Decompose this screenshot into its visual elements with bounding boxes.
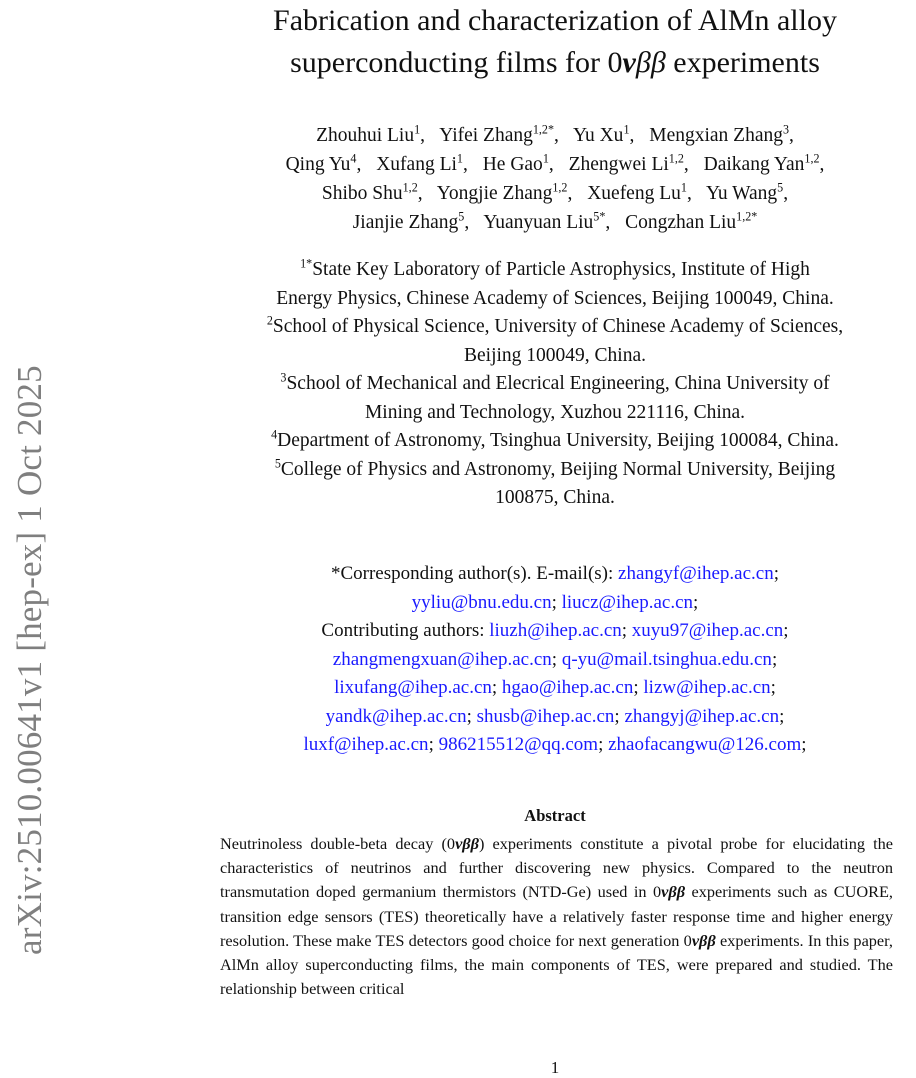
author-line: Shibo Shu$^{1,2}$, Yongjie Zhang$^{1,2}$, Xuefeng Lu$^1$, Yu Wang$^5$, (321, 180, 789, 204)
author: Xufang Li$^1$ (376, 151, 463, 175)
0vbb-symbol: νββ (455, 834, 479, 853)
email-link[interactable]: liucz@ihep.ac.cn (561, 591, 694, 613)
affiliation-list (190, 256, 916, 513)
author: Yuanyuan Liu$^{5*}$ (483, 209, 606, 233)
affiliation: $^{1*}$State Key Laboratory of Particle Astrophysics, Institute of High Energy Physics, Chinese Academy of Sciences, Beijing 100049, China. (276, 256, 834, 309)
author: Yifei Zhang$^{1,2*}$ (439, 122, 555, 146)
author: Mengxian Zhang$^3$ (649, 122, 790, 146)
email-line: zhangmengxuan@ihep.ac.cn; q-yu@mail.tsinghua.edu.cn; (332, 648, 778, 670)
corresponding-label: *Corresponding author(s). E-mail(s): (330, 563, 614, 584)
author: Xuefeng Lu$^1$ (587, 180, 687, 204)
email-link[interactable]: yyliu@bnu.edu.cn (411, 591, 552, 613)
author-line: Qing Yu$^4$, Xufang Li$^1$, He Gao$^1$, Zhengwei Li$^{1,2}$, Daikang Yan$^{1,2}$, (285, 151, 825, 175)
author-line: Jianjie Zhang$^5$, Yuanyuan Liu$^{5*}$, Congzhan Liu$^{1,2*}$ (352, 209, 758, 233)
title-text: experiments (665, 46, 820, 79)
author-list (190, 121, 916, 237)
email-link[interactable]: lizw@ihep.ac.cn (643, 677, 771, 698)
title-line-1: Fabrication and characterization of AlMn alloy (273, 4, 837, 37)
email-link[interactable]: zhangmengxuan@ihep.ac.cn (332, 648, 552, 670)
email-link[interactable]: 986215512@qq.com (438, 734, 599, 755)
0vbb-symbol: νββ (661, 882, 686, 902)
affiliation: $^2$School of Physical Science, University of Chinese Academy of Sciences, Beijing 100049, China. (266, 313, 844, 366)
nu-symbol: ν (622, 46, 636, 79)
affiliation: $^4$Department of Astronomy, Tsinghua University, Beijing 100084, China. (271, 427, 839, 451)
author: Jianjie Zhang$^5$ (352, 209, 465, 233)
0vbb-symbol: νββ (691, 930, 716, 950)
email-line: lixufang@ihep.ac.cn; hgao@ihep.ac.cn; lizw@ihep.ac.cn; (334, 677, 776, 698)
paper-title (190, 0, 916, 84)
email-line: luxf@ihep.ac.cn; 986215512@qq.com; zhaofacangwu@126.com; (303, 734, 807, 755)
email-link[interactable]: liuzh@ihep.ac.cn (489, 620, 622, 641)
contributing-label: Contributing authors: (321, 620, 485, 641)
arxiv-identifier-stamp: arXiv:2510.00641v1 [hep-ex] 1 Oct 2025 (10, 365, 49, 955)
email-line: yyliu@bnu.edu.cn; liucz@ihep.ac.cn; (411, 591, 699, 613)
email-link[interactable]: yandk@ihep.ac.cn (325, 705, 467, 727)
author: Yu Xu$^1$ (573, 122, 630, 146)
author: Zhengwei Li$^{1,2}$ (568, 151, 684, 175)
email-line: *Corresponding author(s). E-mail(s): zhangyf@ihep.ac.cn; (330, 563, 780, 584)
email-line: Contributing authors: liuzh@ihep.ac.cn; xuyu97@ihep.ac.cn; (321, 620, 789, 641)
author: Yongjie Zhang$^{1,2}$ (436, 180, 568, 204)
author-line: Zhouhui Liu$^1$, Yifei Zhang$^{1,2*}$, Yu Xu$^1$, Mengxian Zhang$^3$, (316, 122, 794, 146)
abstract-heading: Abstract (524, 806, 586, 825)
email-link[interactable]: hgao@ihep.ac.cn (501, 677, 634, 698)
email-link[interactable]: shusb@ihep.ac.cn (476, 705, 615, 727)
author: Qing Yu$^4$ (285, 151, 357, 175)
correspondence-block (190, 560, 916, 760)
email-link[interactable]: q-yu@mail.tsinghua.edu.cn (561, 648, 772, 670)
author: Zhouhui Liu$^1$ (316, 122, 421, 146)
email-link[interactable]: zhaofacangwu@126.com (608, 734, 802, 755)
author: He Gao$^1$ (482, 151, 549, 175)
email-link[interactable]: lixufang@ihep.ac.cn (334, 677, 492, 698)
affiliation: $^5$College of Physics and Astronomy, Beijing Normal University, Beijing 100875, China. (274, 456, 836, 508)
title-text: superconducting films for 0 (290, 46, 623, 79)
affiliation: $^3$School of Mechanical and Elecrical Engineering, China University of Mining and Technology, Xuzhou 221116, China. (280, 370, 830, 423)
author: Yu Wang$^5$ (705, 180, 784, 204)
email-link[interactable]: zhangyj@ihep.ac.cn (624, 705, 780, 727)
author: Daikang Yan$^{1,2}$ (703, 151, 820, 175)
beta-beta-symbol: ββ (635, 46, 666, 79)
abstract-text: Neutrinoless double-beta decay (0νββ) experiments constitute a pivotal probe for elucidating the characteristics of neutrinos and further discovering new physics. Compared to the neutron transmutation doped germanium thermistors (NTD-Ge) used in 0νββ experiments such as CUORE, transition edge sensors (TES) theoretically have a relatively faster response time and higher energy resolution. These make TES detectors good choice for next generation 0νββ experiments. In this paper, AlMn alloy superconducting films, the main components of TES, were prepared and studied. The relationship between critical (220, 834, 893, 999)
email-link[interactable]: xuyu97@ihep.ac.cn (631, 620, 784, 641)
email-link[interactable]: luxf@ihep.ac.cn (303, 734, 429, 755)
author: Congzhan Liu$^{1,2*}$ (625, 209, 758, 233)
page-number: 1 (550, 1058, 560, 1077)
title-line-2 (190, 42, 916, 84)
author: Shibo Shu$^{1,2}$ (321, 180, 418, 204)
email-link[interactable]: zhangyf@ihep.ac.cn (618, 563, 774, 584)
email-line: yandk@ihep.ac.cn; shusb@ihep.ac.cn; zhangyj@ihep.ac.cn; (325, 705, 785, 727)
